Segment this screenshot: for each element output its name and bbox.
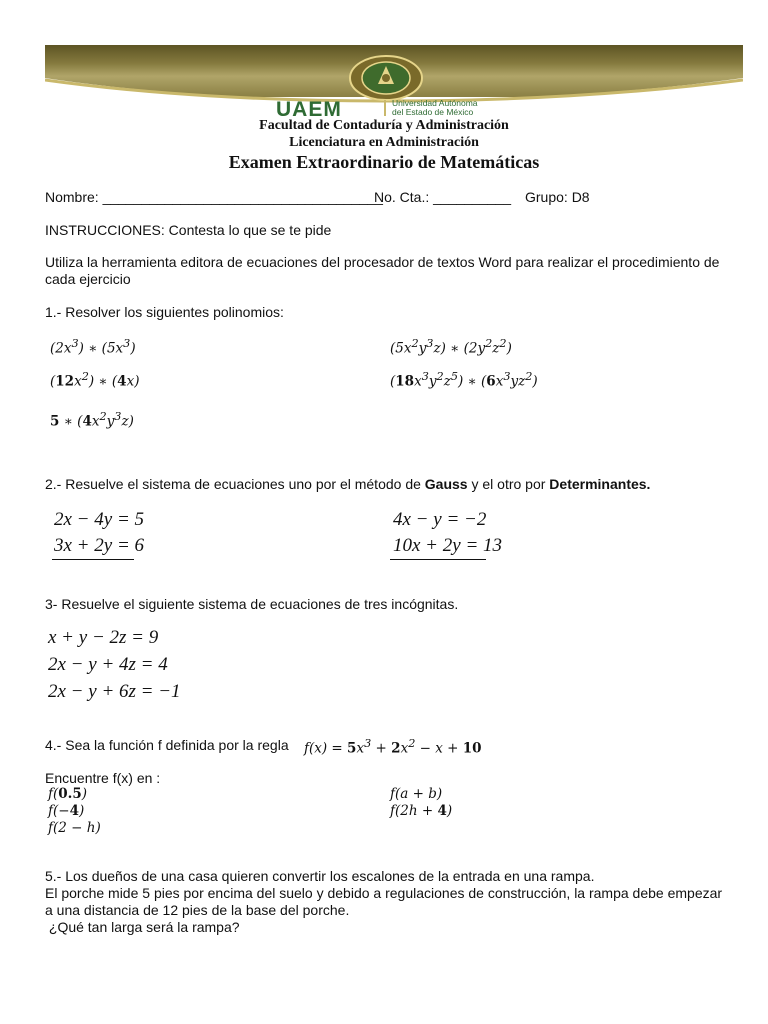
- q4-title: 4.- Sea la función f definida por la regla: [45, 737, 289, 753]
- university-line2: del Estado de México: [392, 107, 474, 117]
- q1-expr-c: $(12x^2)$ ∗ (4x): [50, 370, 140, 390]
- q1-expr-d: $(18x^3y^2z^5)$ ∗ $(6x^3yz^2)$: [390, 370, 538, 390]
- group-label: Grupo: D8: [525, 189, 590, 205]
- q4-eval-d: f(a + b): [390, 786, 443, 802]
- q2-text-a: 2.- Resuelve el sistema de ecuaciones uno por el método de: [45, 476, 425, 492]
- q2-text-b: y el otro por: [467, 476, 550, 492]
- q4-find-label: Encuentre f(x) en :: [45, 770, 161, 786]
- q5-line2: El porche mide 5 pies por encima del suelo y debido a regulaciones de construcción, la rampa debe empezar: [45, 885, 723, 901]
- logo-divider: [384, 100, 386, 116]
- q1-expr-e: 5 ∗ $(4x^2y^3z)$: [50, 410, 134, 430]
- university-line1: Universidad Autónoma: [392, 98, 478, 108]
- uaem-logo: UAEM: [276, 98, 342, 121]
- q4-eval-b: f(−4): [48, 803, 85, 819]
- q4-eval-c: f(2 − h): [48, 820, 101, 836]
- q5-line3: a una distancia de 12 pies de la base del porche.: [45, 902, 350, 918]
- instructions: INSTRUCCIONES: Contesta lo que se te pide: [45, 222, 332, 238]
- account-field[interactable]: No. Cta.: __________: [374, 189, 511, 205]
- q3-eq2: 2x − y + 4z = 4: [48, 654, 168, 675]
- q2-bold-gauss: Gauss: [424, 476, 468, 492]
- q3-eq1: x + y − 2z = 9: [48, 627, 159, 648]
- q2-sys1-eq1: 2x − 4y = 5: [54, 509, 145, 530]
- q2-sys2-eq1: 4x − y = −2: [393, 509, 487, 530]
- name-field[interactable]: Nombre: ____________________________________: [45, 189, 383, 205]
- q5-line1: 5.- Los dueños de una casa quieren convertir los escalones de la entrada en una rampa.: [45, 868, 595, 884]
- exam-title: Examen Extraordinario de Matemáticas: [228, 152, 540, 172]
- q2-sys2-underline: [390, 559, 486, 560]
- q1-expr-b: $(5x^2y^3z)$ ∗ $(2y^2z^2)$: [390, 337, 512, 357]
- q2-sys2-eq2: 10x + 2y = 13: [393, 535, 503, 556]
- q1-expr-a: $(2x^3)$ ∗ $(5x^3)$: [50, 337, 136, 357]
- q3-eq3: 2x − y + 6z = −1: [48, 681, 181, 702]
- q2-sys1-underline: [52, 559, 134, 560]
- q5-text: [45, 868, 745, 936]
- q2-title: [45, 476, 650, 492]
- q4-function-rule: $f(x) = 5x^3 + 2x^2 - x + 10$: [304, 737, 482, 757]
- faculty-name: Facultad de Contaduría y Administración: [259, 118, 509, 133]
- q4-eval-e: f(2h + 4): [390, 803, 453, 819]
- university-name: [392, 99, 478, 117]
- q1-title: 1.- Resolver los siguientes polinomios:: [45, 304, 284, 320]
- q2-bold-determinantes: Determinantes.: [549, 476, 651, 492]
- degree-name: Licenciatura en Administración: [289, 135, 479, 150]
- q3-title: 3- Resuelve el siguiente sistema de ecuaciones de tres incógnitas.: [45, 596, 459, 612]
- university-crest-icon: [348, 54, 424, 102]
- q5-line4: ¿Qué tan larga será la rampa?: [45, 919, 240, 935]
- q4-eval-a: f(0.5): [48, 786, 88, 802]
- q2-sys1-eq2: 3x + 2y = 6: [54, 535, 145, 556]
- tool-note: Utiliza la herramienta editora de ecuaciones del procesador de textos Word para realizar el procedimiento de cada ejercicio: [45, 254, 720, 287]
